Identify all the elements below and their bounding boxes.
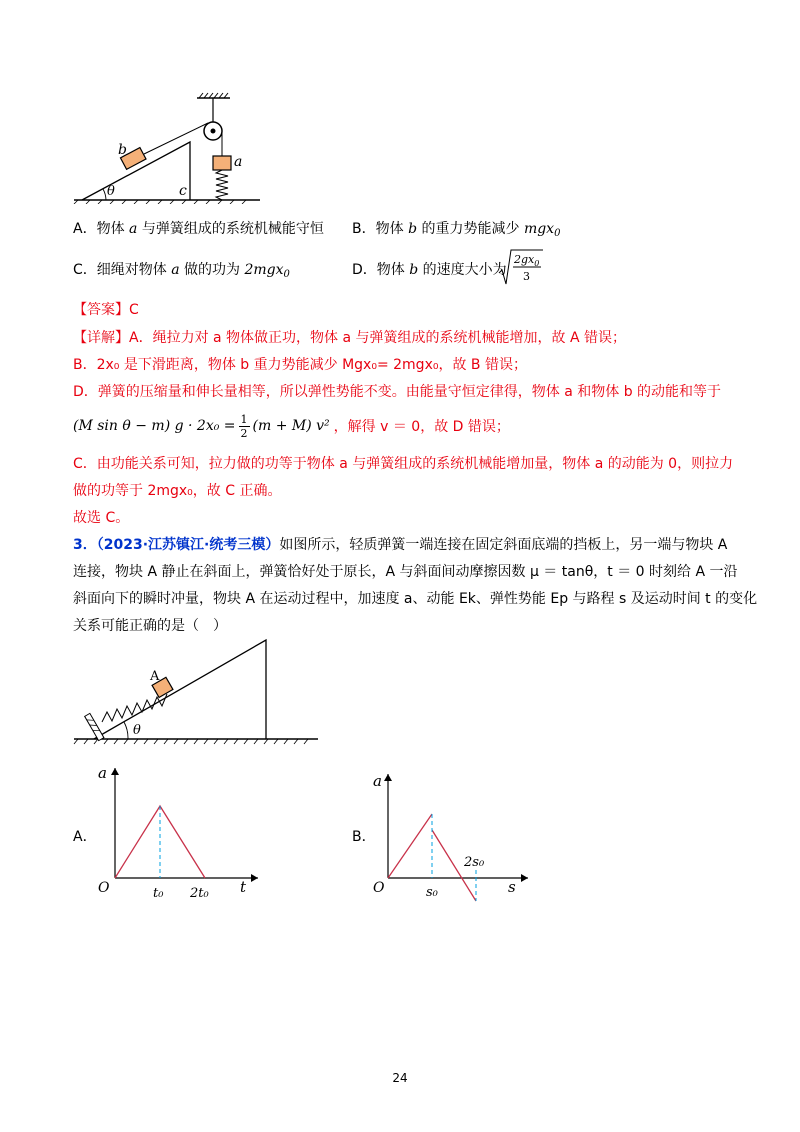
option-d-sqrt: [498, 247, 544, 287]
detail-line-4: C．由功能关系可知，拉力做的功等于物体 a 与弹簧组成的系统机械能增加量，物体 a 的动能为 0，则拉力: [73, 456, 734, 472]
detail-line-5: 做的功等于 2mgx₀，故 C 正确。: [73, 483, 282, 499]
label-a: a: [234, 154, 243, 170]
label-block-A: A: [150, 669, 160, 684]
detail-line-2: B．2x₀ 是下滑距离，物体 b 重力势能减少 Mgx₀= 2mgx₀，故 B 错误；: [73, 357, 527, 373]
q3-line-3: 斜面向下的瞬时冲量，物块 A 在运动过程中，加速度 a、动能 Ek、弹性势能 Ep 与路程 s 及运动时间 t 的变化: [73, 591, 758, 607]
q2-figure: [70, 92, 270, 204]
label-theta: θ: [107, 184, 115, 199]
graph-b-tick2: 2s₀: [464, 855, 485, 870]
option-a: A．物体 a 与弹簧组成的系统机械能守恒: [73, 221, 324, 237]
graph-a-option: A．: [73, 829, 97, 845]
graph-b-option: B．: [352, 829, 376, 845]
label-theta-q3: θ: [133, 723, 141, 738]
graph-a-origin: O: [98, 880, 110, 896]
graph-a-xlabel: t: [240, 878, 247, 896]
graph-a: [90, 760, 270, 908]
answer: 【答案】C: [73, 302, 139, 318]
detail-equation: (M sin θ − m) g · 2x₀ = $\frac{1}{2}$ (m + M) v² ，解得 v ＝ 0，故 D 错误；: [73, 412, 510, 440]
detail-line-6: 故选 C。: [73, 510, 130, 526]
graph-b-ylabel: a: [373, 772, 382, 790]
graph-b: [368, 768, 538, 908]
option-c: C．细绳对物体 a 做的功为 2mgx$_0$: [73, 262, 290, 280]
q3-line-1: 3．（2023·江苏镇江·统考三模）如图所示，轻质弹簧一端连接在固定斜面底端的挡板上，另一端与物块 A: [73, 537, 728, 553]
label-b: b: [118, 142, 127, 158]
page-number: 24: [392, 1071, 408, 1085]
svg-text:3: 3: [523, 270, 530, 283]
q3-figure: [70, 630, 330, 750]
svg-text:2gx0: $2gx_0$: [514, 253, 540, 268]
q3-line-2: 连接，物块 A 静止在斜面上，弹簧恰好处于原长，A 与斜面间动摩擦因数 μ ＝ tanθ，t ＝ 0 时刻给 A 一沿: [73, 564, 738, 580]
graph-b-xlabel: s: [508, 878, 516, 896]
detail-line-3: D．弹簧的压缩量和伸长量相等，所以弹性势能不变。由能量守恒定律得，物体 a 和物体 b 的动能和等于: [73, 384, 722, 400]
option-d: D．物体 b 的速度大小为: [352, 262, 507, 278]
graph-a-tick2: 2t₀: [190, 886, 209, 901]
graph-a-ylabel: a: [98, 764, 107, 782]
eq-fraction: $\frac{1}{2}$: [240, 412, 248, 440]
q3-line-4: 关系可能正确的是（ ）: [73, 618, 227, 634]
graph-a-tick1: t₀: [153, 886, 164, 901]
label-c: c: [179, 183, 187, 199]
detail-line-1: 【详解】A．绳拉力对 a 物体做正功，物体 a 与弹簧组成的系统机械能增加，故 A 错误；: [73, 330, 627, 346]
graph-b-tick1: s₀: [426, 885, 438, 900]
option-b: B．物体 b 的重力势能减少 mgx$_0$: [352, 221, 561, 239]
graph-b-origin: O: [373, 880, 385, 896]
q3-source: （2023·江苏镇江·统考三模）: [96, 537, 280, 553]
